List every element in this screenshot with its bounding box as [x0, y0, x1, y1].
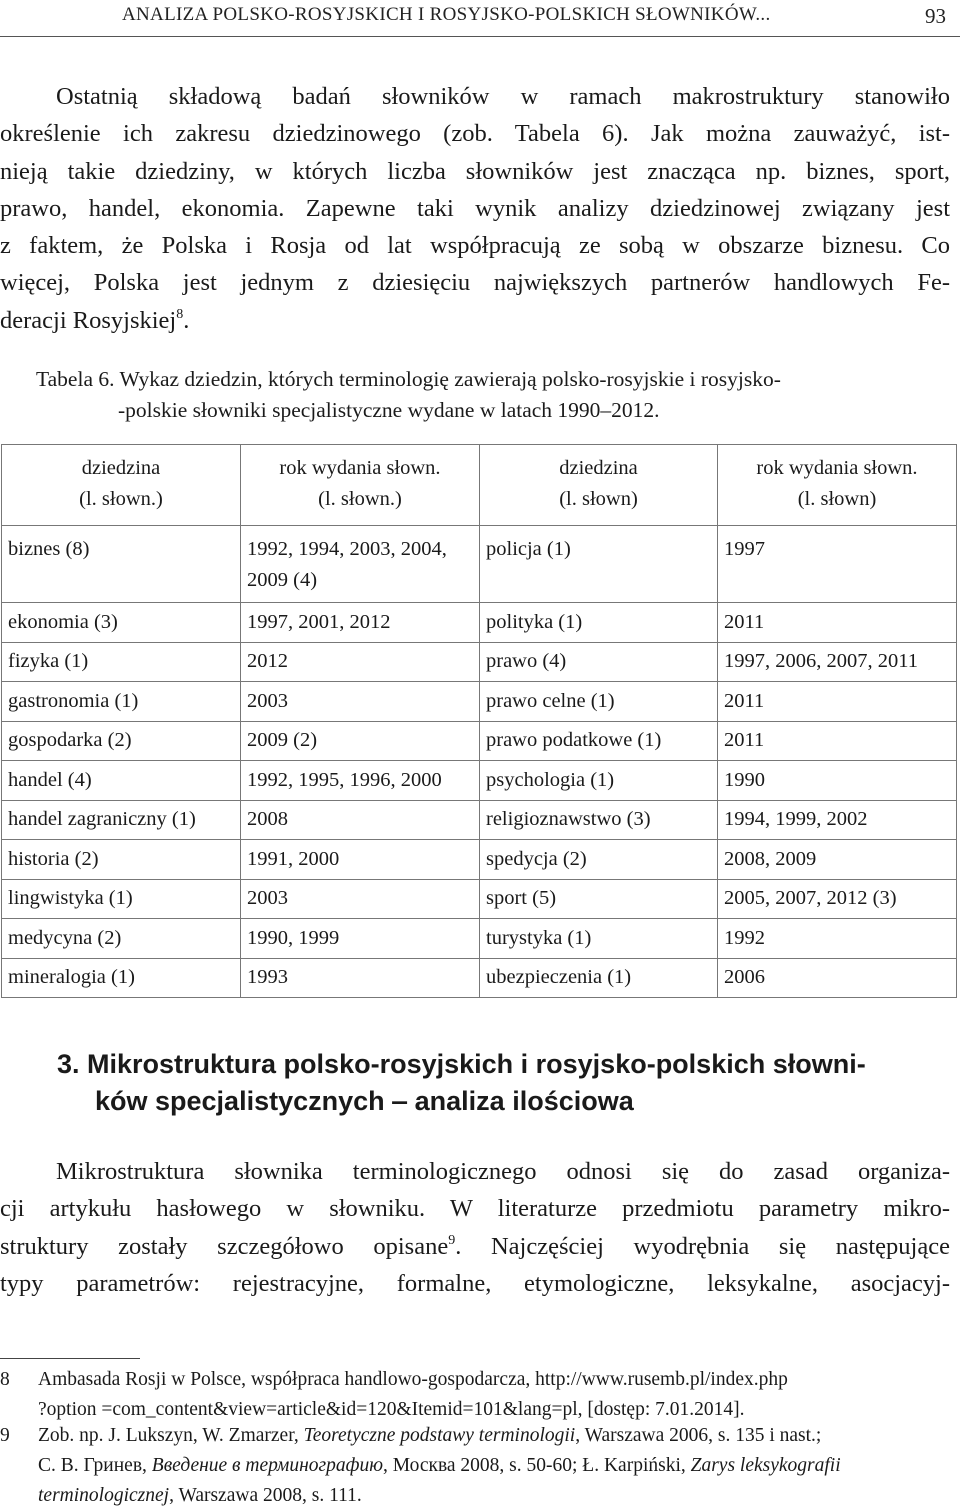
table-row: [2, 761, 957, 801]
table-row: [2, 603, 957, 643]
citation-title: Введение в терминографию: [151, 1455, 383, 1476]
table-cell: religioznawstwo (3): [480, 800, 718, 840]
table-cell: 1993: [241, 958, 480, 998]
table-cell: handel (4): [2, 761, 241, 801]
table-cell: gospodarka (2): [2, 721, 241, 761]
table-cell: policja (1): [480, 526, 718, 603]
table-row: [2, 958, 957, 998]
footnote-text: ?option =com_content&view=article&id=120&Itemid=101&lang=pl, [dostęp: 7.01.2014].: [38, 1399, 745, 1420]
table-cell: 1997, 2001, 2012: [241, 603, 480, 643]
table-cell: 2006: [718, 958, 957, 998]
table-cell: 2009 (2): [241, 721, 480, 761]
column-header: rok wydania słown. (l. słown.): [241, 445, 480, 526]
table-cell: historia (2): [2, 840, 241, 880]
table-cell: 2011: [718, 721, 957, 761]
body-paragraph-1: [0, 78, 950, 339]
table-cell: prawo celne (1): [480, 682, 718, 722]
paragraph-line: [0, 302, 950, 339]
footnote-number: 9: [0, 1425, 10, 1446]
table-cell: prawo podatkowe (1): [480, 721, 718, 761]
table-cell: psychologia (1): [480, 761, 718, 801]
paragraph-line: prawo, handel, ekonomia. Zapewne taki wynik analizy dziedzinowej związany jest: [0, 194, 950, 222]
domains-table: [1, 444, 957, 998]
column-header: dziedzina (l. słown.): [2, 445, 241, 526]
section-heading: [57, 1046, 866, 1120]
column-header: rok wydania słown. (l. słown): [718, 445, 957, 526]
table-cell: 2003: [241, 879, 480, 919]
paragraph-line: nieją takie dziedziny, w których liczba słowników jest znacząca np. biznes, sport,: [0, 157, 950, 185]
heading-line: 3. Mikrostruktura polsko-rosyjskich i rosyjsko-polskich słowni-: [57, 1049, 866, 1079]
paragraph-line: Ostatnią składową badań słowników w ramach makrostruktury stanowiło: [56, 83, 950, 110]
page-number: 93: [925, 4, 946, 28]
paragraph-text: deracji Rosyjskiej: [0, 306, 177, 334]
paragraph-line: typy parametrów: rejestracyjne, formalne, etymologiczne, leksykalne, asocjacyj-: [0, 1269, 950, 1297]
table-cell: prawo (4): [480, 642, 718, 682]
table-cell: mineralogia (1): [2, 958, 241, 998]
table-cell: turystyka (1): [480, 919, 718, 959]
footnote-ref-9[interactable]: 9: [448, 1232, 456, 1248]
caption-line: Tabela 6. Wykaz dziedzin, których terminologię zawierają polsko-rosyjskie i rosyjsko-: [36, 367, 781, 391]
footnote-number: 8: [0, 1369, 10, 1390]
table-cell: 2011: [718, 603, 957, 643]
table-cell: 2003: [241, 682, 480, 722]
table-row: [2, 879, 957, 919]
table-cell: 1997, 2006, 2007, 2011: [718, 642, 957, 682]
paragraph-text: .: [183, 306, 190, 334]
table-cell: ekonomia (3): [2, 603, 241, 643]
table-cell: 1994, 1999, 2002: [718, 800, 957, 840]
table-cell: biznes (8): [2, 526, 241, 603]
paragraph-line: z faktem, że Polska i Rosja od lat współpracują ze sobą w obszarze biznesu. Co: [0, 232, 950, 260]
table-cell: 1997: [718, 526, 957, 603]
paragraph-line: określenie ich zakresu dziedzinowego (zob. Tabela 6). Jak można zauważyć, ist-: [0, 120, 950, 148]
table-row: [2, 721, 957, 761]
header-divider: [0, 36, 960, 37]
table-cell: fizyka (1): [2, 642, 241, 682]
body-paragraph-2: [0, 1153, 950, 1302]
table-cell: 1992, 1995, 1996, 2000: [241, 761, 480, 801]
table-caption: [36, 364, 956, 426]
heading-line: ków specjalistycznych ‒ analiza ilościowa: [95, 1086, 634, 1116]
table-header-row: [2, 445, 957, 526]
table-cell: sport (5): [480, 879, 718, 919]
table-cell: 2005, 2007, 2012 (3): [718, 879, 957, 919]
footnote-text: С. В. Гринев, Введение в терминографию, Москва 2008, s. 50-60; Ł. Karpiński, Zarys leksykografii: [38, 1455, 841, 1476]
footnote-text: Ambasada Rosji w Polsce, współpraca handlowo-gospodarcza, http://www.rusemb.pl/index.php: [38, 1369, 788, 1390]
footnote-text: terminologicznej, Warszawa 2008, s. 111.: [38, 1485, 362, 1506]
table-cell: medycyna (2): [2, 919, 241, 959]
table-row: [2, 800, 957, 840]
table-row: [2, 682, 957, 722]
footnote-divider: [0, 1358, 140, 1359]
paragraph-line: Mikrostruktura słownika terminologicznego odnosi się do zasad organiza-: [56, 1158, 950, 1185]
citation-title: terminologicznej: [38, 1485, 170, 1506]
table-cell: ubezpieczenia (1): [480, 958, 718, 998]
table-cell: 1991, 2000: [241, 840, 480, 880]
paragraph-line: [0, 1228, 950, 1265]
citation-title: Teoretyczne podstawy terminologii: [303, 1425, 576, 1446]
table-cell: 2008, 2009: [718, 840, 957, 880]
table-cell: spedycja (2): [480, 840, 718, 880]
table-cell: handel zagraniczny (1): [2, 800, 241, 840]
table-cell: polityka (1): [480, 603, 718, 643]
caption-line: -polskie słowniki specjalistyczne wydane w latach 1990‒2012.: [118, 398, 660, 422]
table-row: [2, 919, 957, 959]
running-header-title: ANALIZA POLSKO-ROSYJSKICH I ROSYJSKO-POLSKICH SŁOWNIKÓW...: [122, 4, 771, 25]
citation-title: Zarys leksykografii: [690, 1455, 841, 1476]
table-cell: 2012: [241, 642, 480, 682]
table-row: [2, 840, 957, 880]
table-cell: 2011: [718, 682, 957, 722]
footnote-ref-8[interactable]: 8: [176, 306, 184, 322]
table-cell: 2008: [241, 800, 480, 840]
table-cell: 1990, 1999: [241, 919, 480, 959]
column-header: dziedzina (l. słown): [480, 445, 718, 526]
table-cell: 1992: [718, 919, 957, 959]
table-row: [2, 642, 957, 682]
paragraph-line: cji artykułu hasłowego w słowniku. W literaturze przedmiotu parametry mikro-: [0, 1195, 950, 1223]
table-cell: gastronomia (1): [2, 682, 241, 722]
table-row: [2, 526, 957, 603]
paragraph-text: struktury zostały szczegółowo opisane: [0, 1232, 449, 1260]
paragraph-text: . Najczęściej wyodrębnia się następujące: [455, 1232, 950, 1260]
paragraph-line: więcej, Polska jest jednym z dziesięciu największych partnerów handlowych Fe-: [0, 269, 950, 297]
table-cell: 1992, 1994, 2003, 2004, 2009 (4): [241, 526, 480, 603]
table-cell: 1990: [718, 761, 957, 801]
footnote-text: Zob. np. J. Lukszyn, W. Zmarzer, Teoretyczne podstawy terminologii, Warszawa 2006, s. 135 i nast.;: [38, 1425, 822, 1446]
table-cell: lingwistyka (1): [2, 879, 241, 919]
